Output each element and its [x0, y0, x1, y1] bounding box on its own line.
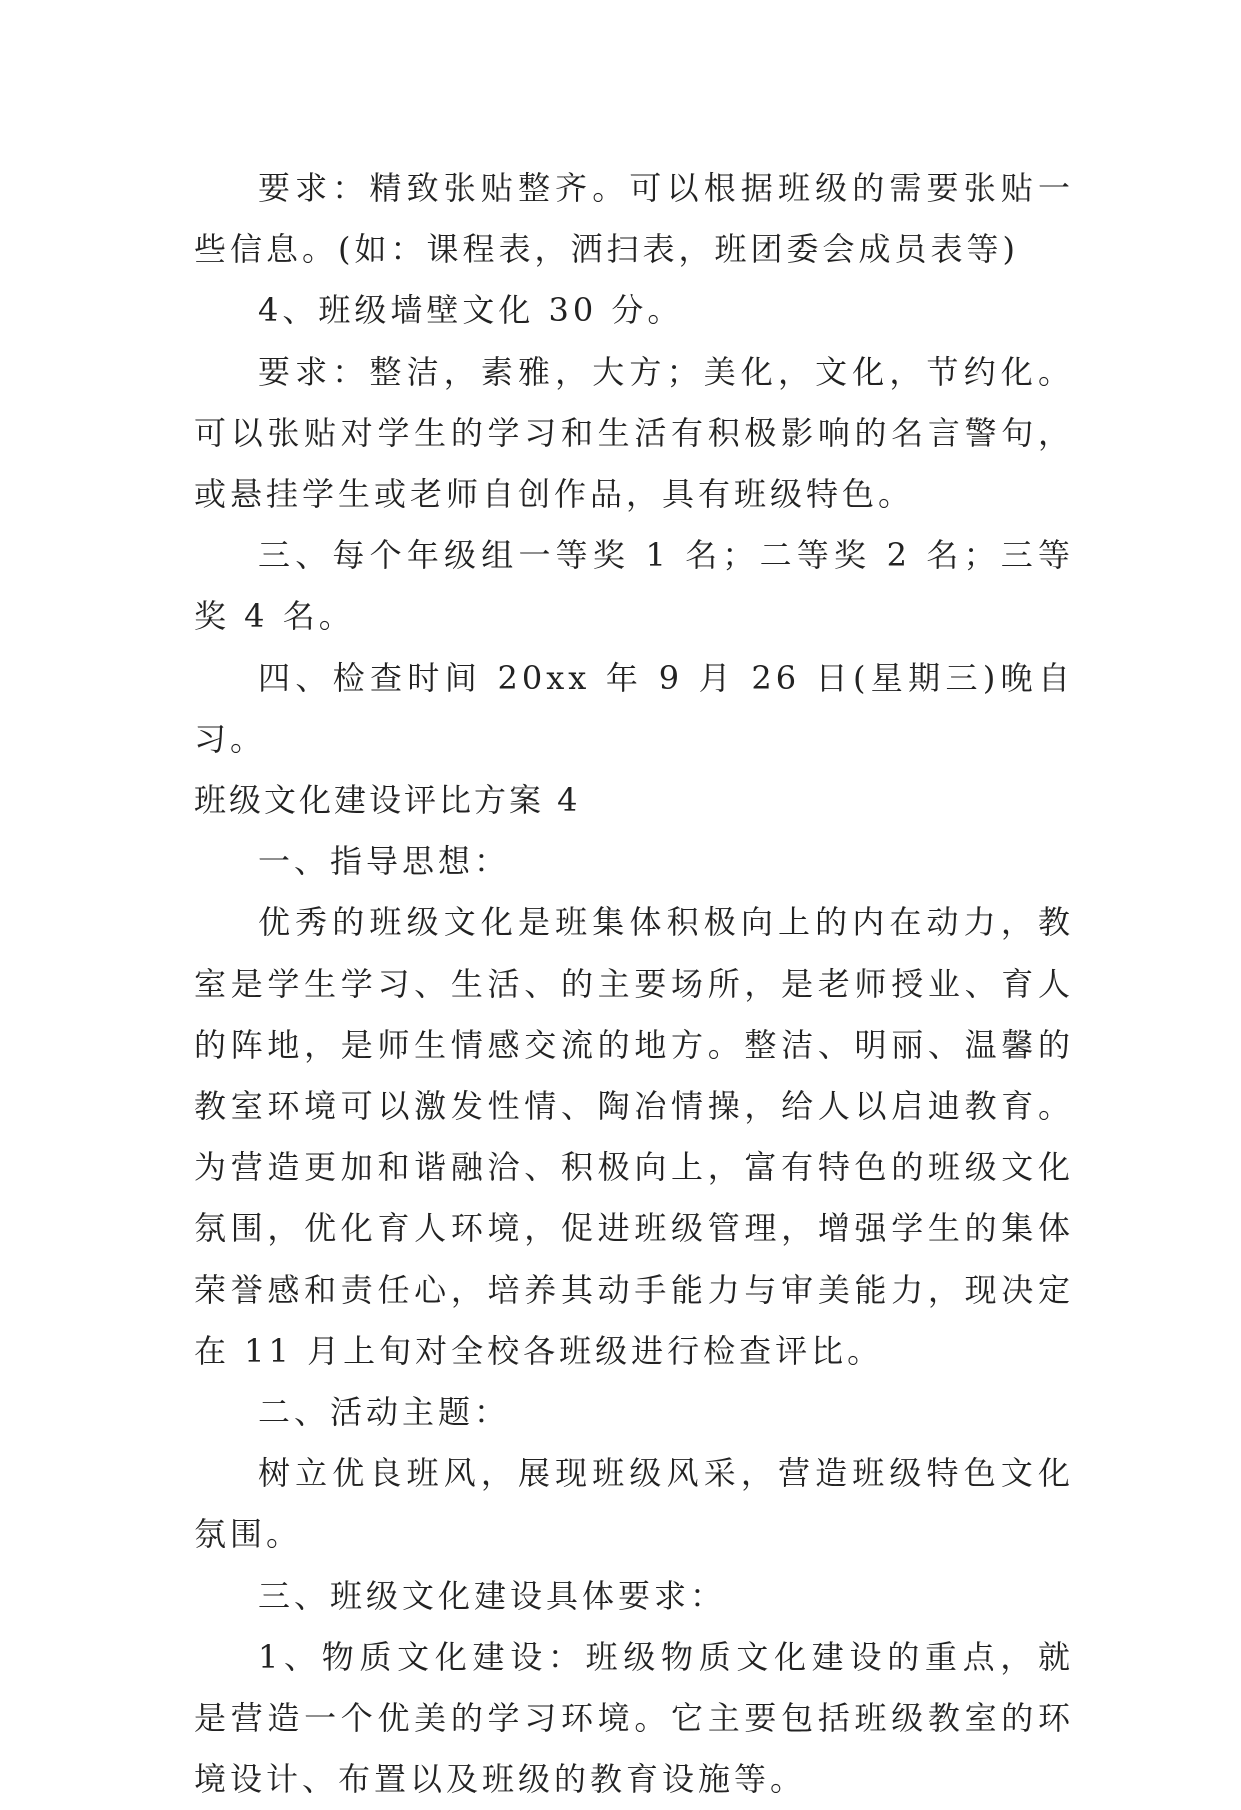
heading-guiding-ideology: 一、指导思想：	[258, 842, 511, 881]
heading-specific-requirements: 三、班级文化建设具体要求：	[258, 1576, 727, 1615]
heading-activity-theme: 二、活动主题：	[258, 1393, 511, 1432]
paragraph-requirement-wall: 要求：整洁，素雅，大方；美化，文化，节约化。可以张贴对学生的学习和生活有积极影响的名言警句，或悬挂学生或老师自创作品，具有班级特色。	[194, 352, 1074, 514]
section-title-plan-4: 班级文化建设评比方案 4	[194, 781, 581, 820]
paragraph-activity-theme: 树立优良班风，展现班级风采，营造班级特色文化氛围。	[194, 1454, 1074, 1554]
paragraph-awards: 三、每个年级组一等奖 1 名；二等奖 2 名；三等奖 4 名。	[194, 536, 1074, 636]
paragraph-requirement-posting: 要求：精致张贴整齐。可以根据班级的需要张贴一些信息。(如：课程表，洒扫表，班团委会成员表等)	[194, 169, 1074, 269]
paragraph-inspection-time: 四、检查时间 20xx 年 9 月 26 日(星期三)晚自习。	[194, 658, 1074, 758]
document-body	[194, 158, 1074, 1810]
paragraph-wall-culture-score: 4、班级墙壁文化 30 分。	[258, 291, 684, 330]
paragraph-guiding-ideology: 优秀的班级文化是班集体积极向上的内在动力，教室是学生学习、生活、的主要场所，是老师授业、育人的阵地，是师生情感交流的地方。整洁、明丽、温馨的教室环境可以激发性情、陶冶情操，给人以启迪教育。为营造更加和谐融洽、积极向上，富有特色的班级文化氛围，优化育人环境，促进班级管理，增强学生的集体荣誉感和责任心，培养其动手能力与审美能力，现决定在 11 月上旬对全校各班级进行检查评比。	[194, 903, 1074, 1370]
paragraph-material-culture: 1、物质文化建设：班级物质文化建设的重点，就是营造一个优美的学习环境。它主要包括班级教室的环境设计、布置以及班级的教育设施等。	[194, 1637, 1074, 1799]
